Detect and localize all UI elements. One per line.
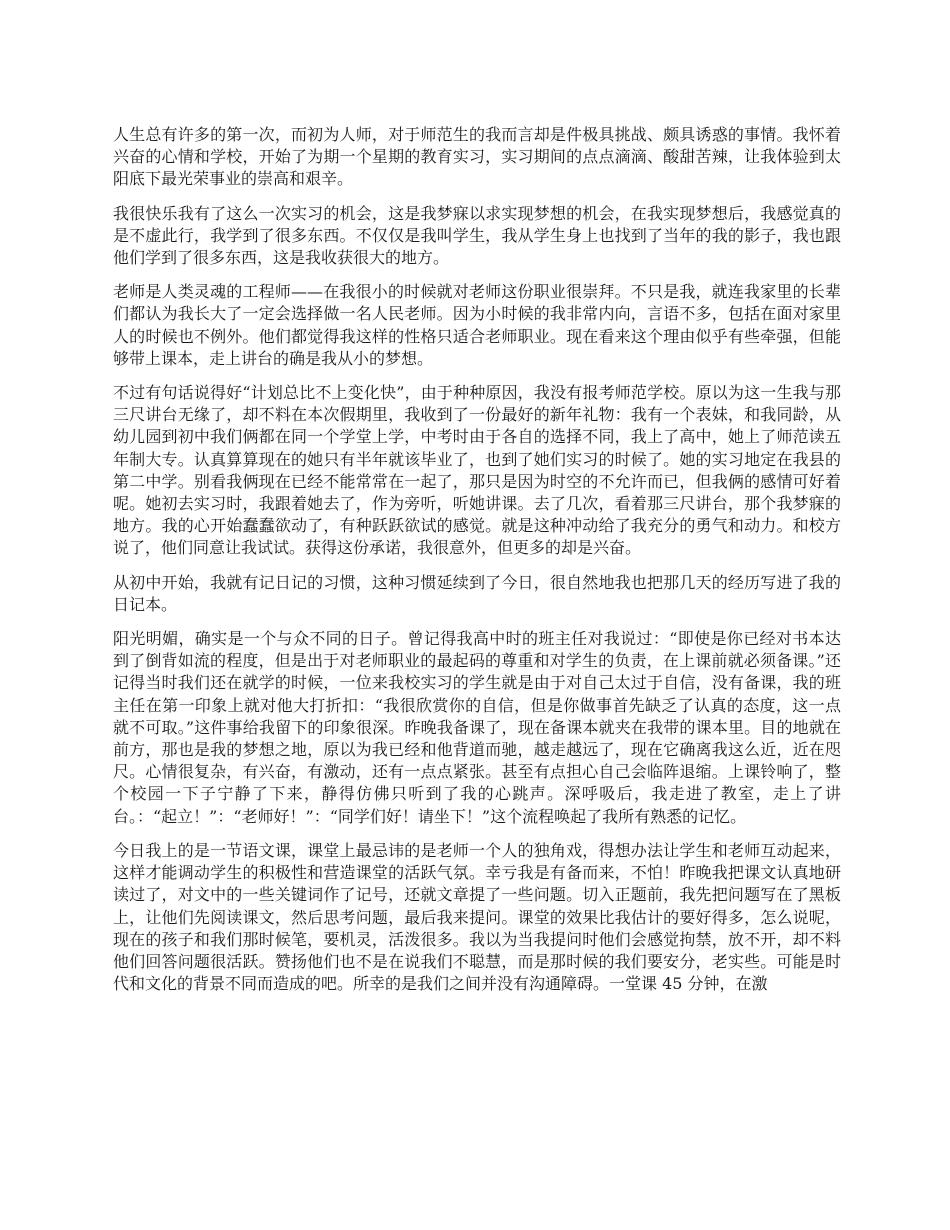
paragraph-7: 今日我上的是一节语文课，课堂上最忌讳的是老师一个人的独角戏，得想办法让学生和老师互动起来，这样才能调动学生的积极性和营造课堂的活跃气氛。幸亏我是有备而来，不怕！昨晚我把课文认真地研读过了，对文中的一些关键词作了记号，还就文章提了一些问题。切入正题前，我先把问题写在了黑板上，让他们先阅读课文，然后思考问题，最后我来提问。课堂的效果比我估计的要好得多，怎么说呢，现在的孩子和我们那时候笔，要机灵，活泼很多。我以为当我提问时他们会感觉拘禁，放不开，却不料他们回答问题很活跃。赞扬他们也不是在说我们不聪慧，而是那时候的我们要安分，老实些。可能是时代和文化的背景不同而造成的吧。所幸的是我们之间并没有沟通障碍。一堂课 45 分钟，在激 xyxy=(113,840,841,994)
paragraph-5: 从初中开始，我就有记日记的习惯，这种习惯延续到了今日，很自然地我也把那几天的经历写进了我的日记本。 xyxy=(113,572,841,614)
document-body xyxy=(113,124,841,1007)
paragraph-6: 阳光明媚，确实是一个与众不同的日子。曾记得我高中时的班主任对我说过：“即使是你已经对书本达到了倒背如流的程度，但是出于对老师职业的最起码的尊重和对学生的负责，在上课前就必须备课。”还记得当时我们还在就学的时候，一位来我校实习的学生就是由于对自己太过于自信，没有备课，我的班主任在第一印象上就对他大打折扣：“我很欣赏你的自信，但是你做事首先缺乏了认真的态度，这一点就不可取。”这件事给我留下的印象很深。昨晚我备课了，现在备课本就夹在我带的课本里。目的地就在前方，那也是我的梦想之地，原以为我已经和他背道而驰，越走越远了，现在它确离我这么近，近在咫尺。心情很复杂，有兴奋，有激动，还有一点点紧张。甚至有点担心自己会临阵退缩。上课铃响了，整个校园一下子宁静了下来，静得仿佛只听到了我的心跳声。深呼吸后，我走进了教室，走上了讲台。：“起立！”：“老师好！”：“同学们好！请坐下！”这个流程唤起了我所有熟悉的记忆。 xyxy=(113,629,841,826)
paragraph-2: 我很快乐我有了这么一次实习的机会，这是我梦寐以求实现梦想的机会，在我实现梦想后，我感觉真的是不虚此行，我学到了很多东西。不仅仅是我叫学生，我从学生身上也找到了当年的我的影子，我也跟他们学到了很多东西，这是我收获很大的地方。 xyxy=(113,203,841,268)
paragraph-1: 人生总有许多的第一次，而初为人师，对于师范生的我而言却是件极具挑战、颇具诱惑的事情。我怀着兴奋的心情和学校，开始了为期一个星期的教育实习，实习期间的点点滴滴、酸甜苦辣，让我体验到太阳底下最光荣事业的崇高和艰辛。 xyxy=(113,125,841,189)
paragraph-3: 老师是人类灵魂的工程师——在我很小的时候就对老师这份职业很崇拜。不只是我，就连我家里的长辈们都认为我长大了一定会选择做一名人民老师。因为小时候的我非常内向，言语不多，包括在面对家里人的时候也不例外。他们都觉得我这样的性格只适合老师职业。现在看来这个理由似乎有些牵强，但能够带上课本，走上讲台的确是我从小的梦想。 xyxy=(113,282,841,368)
paragraph-4: 不过有句话说得好“计划总比不上变化快”，由于种种原因，我没有报考师范学校。原以为这一生我与那三尺讲台无缘了，却不料在本次假期里，我收到了一份最好的新年礼物：我有一个表妹，和我同龄，从幼儿园到初中我们俩都在同一个学堂上学，中考时由于各自的选择不同，我上了高中，她上了师范读五年制大专。认真算算现在的她只有半年就该毕业了，也到了她们实习的时候了。她的实习地定在我县的第二中学。别看我俩现在已经不能常常在一起了，那只是因为时空的不允许而已，但我俩的感情可好着呢。她初去实习时，我跟着她去了，作为旁听，听她讲课。去了几次，看着那三尺讲台，那个我梦寐的地方。我的心开始蠢蠢欲动了，有种跃跃欲试的感觉。就是这种冲动给了我充分的勇气和动力。和校方说了，他们同意让我试试。获得这份承诺，我很意外，但更多的却是兴奋。 xyxy=(113,383,841,558)
